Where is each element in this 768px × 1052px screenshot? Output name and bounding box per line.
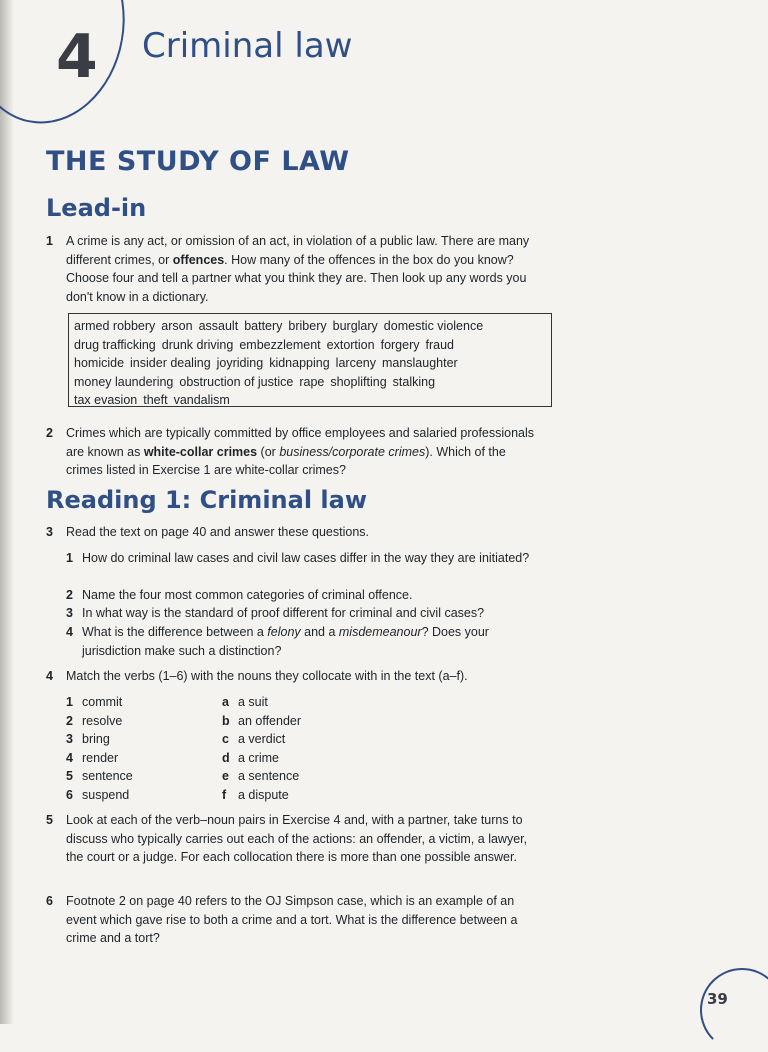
offence-term: armed robbery bbox=[74, 319, 156, 333]
offence-term: obstruction of justice bbox=[179, 374, 294, 389]
question-text: Name the four most common categories of criminal offence. bbox=[82, 588, 413, 602]
text-part: . How many of the offences in the box do you know? Choose four and tell a partner what you think they are. Then look up any words you don't know in a dictionary. bbox=[66, 252, 527, 304]
box-line bbox=[74, 317, 546, 336]
text-part: What is the difference between a bbox=[82, 625, 268, 639]
reading-heading: Reading 1: Criminal law bbox=[46, 486, 367, 514]
verb-item bbox=[66, 786, 133, 805]
section-title: THE STUDY OF LAW bbox=[46, 146, 350, 177]
text-part: ? Does your jurisdiction make such a distinction? bbox=[82, 625, 489, 658]
exercise-5 bbox=[46, 811, 536, 867]
exercise-number: 5 bbox=[46, 813, 53, 827]
item-letter: b bbox=[222, 713, 230, 728]
exercise-text: Match the verbs (1–6) with the nouns they collocate with in the text (a–f). bbox=[66, 669, 468, 683]
question-4 bbox=[66, 623, 546, 660]
exercise-number: 1 bbox=[46, 234, 53, 248]
text-part: (or bbox=[257, 444, 280, 459]
unit-number: 4 bbox=[56, 22, 98, 92]
question-text: In what way is the standard of proof different for criminal and civil cases? bbox=[82, 606, 485, 620]
offence-term: bribery bbox=[288, 319, 327, 333]
item-number: 3 bbox=[66, 732, 73, 746]
offence-term: homicide bbox=[74, 356, 125, 370]
box-line bbox=[74, 354, 546, 373]
text-part: and a bbox=[300, 625, 339, 639]
exercise-2 bbox=[46, 424, 546, 480]
verb: commit bbox=[82, 695, 123, 709]
verb: suspend bbox=[82, 787, 130, 802]
verb-item bbox=[66, 767, 133, 786]
noun: a suit bbox=[238, 695, 268, 709]
verb-item bbox=[66, 693, 133, 712]
offence-term: kidnapping bbox=[269, 356, 330, 370]
item-number: 1 bbox=[66, 695, 73, 709]
offence-term: drunk driving bbox=[161, 337, 234, 352]
text-part: A crime is any act, or omission of an act, in violation of a public law. There are many different crimes, or bbox=[66, 234, 530, 267]
page-number-arc bbox=[700, 968, 768, 1052]
offence-term: arson bbox=[161, 319, 193, 333]
exercise-text: Footnote 2 on page 40 refers to the OJ Simpson case, which is an example of an event which gave rise to both a crime and a tort. What is the difference between a crime and a tort? bbox=[66, 894, 518, 945]
offence-term: assault bbox=[198, 319, 239, 333]
item-letter: a bbox=[222, 695, 229, 709]
exercise-number: 2 bbox=[46, 426, 53, 440]
noun-item bbox=[222, 767, 301, 786]
exercise-text bbox=[66, 232, 546, 306]
item-letter: d bbox=[222, 750, 230, 765]
verb: resolve bbox=[82, 713, 123, 728]
noun: a verdict bbox=[238, 732, 286, 746]
verb-item bbox=[66, 730, 133, 749]
noun: a crime bbox=[238, 750, 279, 765]
verb: bring bbox=[82, 732, 110, 746]
question-number: 4 bbox=[66, 625, 73, 639]
exercise-3 bbox=[46, 523, 546, 542]
text-part: ). Which of the crimes listed in Exercise 1 are white-collar crimes? bbox=[66, 444, 506, 477]
keyword-offences: offences bbox=[172, 252, 225, 267]
noun-item bbox=[222, 749, 301, 768]
box-line bbox=[74, 336, 546, 355]
exercise-6 bbox=[46, 892, 536, 948]
offence-term: theft bbox=[143, 393, 168, 407]
keyword-misdemeanour: misdemeanour bbox=[338, 625, 422, 639]
offence-term: tax evasion bbox=[74, 393, 138, 407]
question-number: 3 bbox=[66, 606, 73, 620]
exercise-number: 6 bbox=[46, 894, 53, 908]
leadin-heading: Lead-in bbox=[46, 194, 147, 222]
offence-term: stalking bbox=[392, 374, 436, 389]
question-text bbox=[82, 623, 546, 660]
item-number: 2 bbox=[66, 713, 73, 728]
offences-box bbox=[68, 313, 552, 407]
offence-term: battery bbox=[244, 319, 283, 333]
noun-list bbox=[222, 693, 301, 804]
noun-item bbox=[222, 712, 301, 731]
question-3 bbox=[66, 604, 546, 623]
noun-item bbox=[222, 786, 301, 805]
exercise-text: Read the text on page 40 and answer these questions. bbox=[66, 525, 369, 539]
book-spine-shadow bbox=[0, 0, 14, 1024]
item-letter: f bbox=[222, 787, 227, 802]
offence-term: forgery bbox=[380, 337, 420, 352]
item-number: 5 bbox=[66, 769, 73, 783]
offence-term: burglary bbox=[332, 319, 378, 333]
text-part: Crimes which are typically committed by office employees and salaried professionals are known as bbox=[66, 426, 535, 459]
question-text: How do criminal law cases and civil law cases differ in the way they are initiated? bbox=[82, 551, 530, 565]
page-number: 39 bbox=[707, 990, 728, 1008]
verb: sentence bbox=[82, 769, 133, 783]
exercise-1 bbox=[46, 232, 546, 306]
noun: an offender bbox=[238, 713, 302, 728]
noun: a dispute bbox=[238, 787, 289, 802]
noun: a sentence bbox=[238, 769, 300, 783]
question-number: 2 bbox=[66, 588, 73, 602]
item-number: 6 bbox=[66, 787, 73, 802]
question-number: 1 bbox=[66, 551, 73, 565]
unit-title: Criminal law bbox=[142, 26, 353, 66]
verb-item bbox=[66, 712, 133, 731]
exercise-number: 4 bbox=[46, 669, 53, 683]
keyword-business-crimes: business/corporate crimes bbox=[279, 444, 426, 459]
exercise-text bbox=[66, 424, 546, 480]
offence-term: larceny bbox=[335, 356, 376, 370]
exercise-text: Look at each of the verb–noun pairs in Exercise 4 and, with a partner, take turns to discuss who typically carries out each of the actions: an offender, a victim, a lawyer, the court or a judge. For each collocation there is more than one possible answer. bbox=[66, 813, 528, 864]
question-1 bbox=[66, 549, 546, 568]
verb-item bbox=[66, 749, 133, 768]
offence-term: insider dealing bbox=[130, 356, 211, 370]
offence-term: rape bbox=[299, 374, 325, 389]
box-line bbox=[74, 391, 546, 410]
offence-term: money laundering bbox=[74, 374, 174, 389]
offence-term: vandalism bbox=[173, 393, 230, 407]
offence-term: joyriding bbox=[216, 356, 264, 370]
keyword-felony: felony bbox=[267, 625, 301, 639]
question-2 bbox=[66, 586, 546, 605]
offence-term: embezzlement bbox=[239, 337, 321, 352]
exercise-number: 3 bbox=[46, 525, 53, 539]
item-letter: e bbox=[222, 769, 229, 783]
item-number: 4 bbox=[66, 750, 73, 765]
noun-item bbox=[222, 693, 301, 712]
verb: render bbox=[82, 750, 119, 765]
offence-term: extortion bbox=[326, 337, 375, 352]
offence-term: fraud bbox=[425, 337, 454, 352]
item-letter: c bbox=[222, 732, 229, 746]
offence-term: shoplifting bbox=[330, 374, 387, 389]
keyword-white-collar: white-collar crimes bbox=[143, 444, 258, 459]
exercise-4 bbox=[46, 667, 546, 686]
offence-term: drug trafficking bbox=[74, 337, 156, 352]
offence-term: domestic violence bbox=[383, 319, 484, 333]
offence-term: manslaughter bbox=[381, 356, 458, 370]
box-line bbox=[74, 373, 546, 392]
noun-item bbox=[222, 730, 301, 749]
verb-list bbox=[66, 693, 133, 804]
